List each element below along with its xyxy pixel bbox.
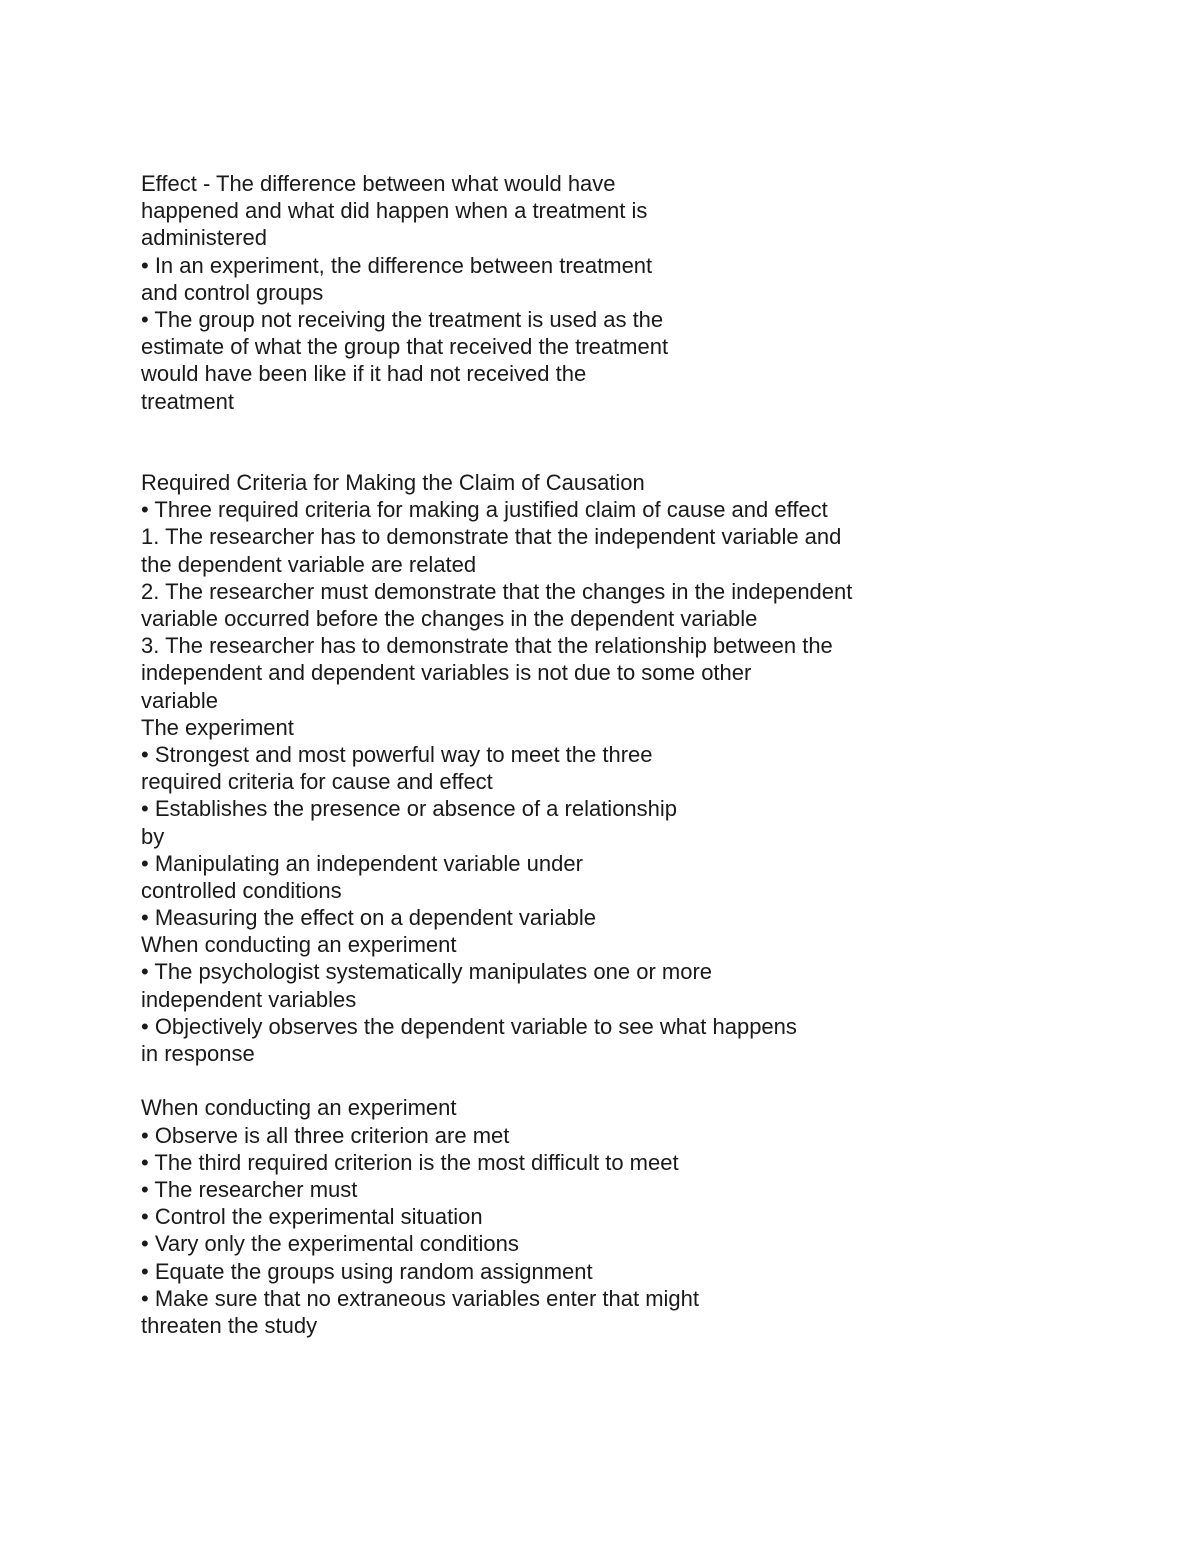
text-line: controlled conditions bbox=[141, 877, 342, 903]
section-heading: Required Criteria for Making the Claim of Causation bbox=[141, 470, 645, 496]
subheading-line: When conducting an experiment bbox=[141, 1095, 457, 1121]
bullet-line: • Control the experimental situation bbox=[141, 1204, 483, 1230]
text-line: threaten the study bbox=[141, 1312, 318, 1338]
text-line: would have been like if it had not received the bbox=[141, 361, 587, 387]
bullet-line: • In an experiment, the difference between treatment bbox=[141, 252, 653, 278]
section-conducting-experiment bbox=[141, 1094, 1141, 1339]
bullet-line: • Vary only the experimental conditions bbox=[141, 1231, 519, 1257]
bullet-line: • The group not receiving the treatment is used as the bbox=[141, 306, 664, 332]
numbered-line: 2. The researcher must demonstrate that the changes in the independent bbox=[141, 578, 853, 604]
bullet-line: • The psychologist systematically manipulates one or more bbox=[141, 959, 713, 985]
spacer bbox=[141, 1067, 1141, 1094]
spacer bbox=[141, 415, 1141, 442]
text-line: Effect - The difference between what would have bbox=[141, 171, 616, 196]
text-line: administered bbox=[141, 225, 267, 251]
numbered-line: 3. The researcher has to demonstrate that the relationship between the bbox=[141, 633, 833, 659]
bullet-line: • Strongest and most powerful way to meet the three bbox=[141, 741, 653, 767]
numbered-line: 1. The researcher has to demonstrate that the independent variable and bbox=[141, 524, 842, 550]
bullet-line: • The third required criterion is the most difficult to meet bbox=[141, 1149, 679, 1175]
subheading-line: The experiment bbox=[141, 714, 294, 740]
text-line: and control groups bbox=[141, 279, 324, 305]
section-causation-criteria bbox=[141, 469, 1141, 1067]
bullet-line: • Manipulating an independent variable under bbox=[141, 850, 583, 876]
subheading-line: When conducting an experiment bbox=[141, 932, 457, 958]
text-line: estimate of what the group that received the treatment bbox=[141, 334, 669, 360]
text-line: variable occurred before the changes in the dependent variable bbox=[141, 606, 758, 631]
bullet-line: • Make sure that no extraneous variables enter that might bbox=[141, 1285, 700, 1311]
document-body bbox=[141, 170, 1141, 1339]
spacer bbox=[141, 442, 1141, 469]
bullet-line: • Measuring the effect on a dependent variable bbox=[141, 905, 596, 931]
text-line: independent variables bbox=[141, 986, 357, 1012]
bullet-line: • The researcher must bbox=[141, 1176, 358, 1202]
bullet-line: • Objectively observes the dependent variable to see what happens bbox=[141, 1013, 797, 1039]
text-line: by bbox=[141, 823, 165, 849]
section-effect-definition bbox=[141, 170, 1141, 415]
bullet-line: • Equate the groups using random assignment bbox=[141, 1258, 593, 1284]
text-line: in response bbox=[141, 1041, 255, 1066]
bullet-line: • Three required criteria for making a justified claim of cause and effect bbox=[141, 497, 828, 523]
text-line: variable bbox=[141, 687, 219, 713]
bullet-line: • Establishes the presence or absence of a relationship bbox=[141, 796, 678, 822]
text-line: independent and dependent variables is not due to some other bbox=[141, 660, 752, 686]
text-line: required criteria for cause and effect bbox=[141, 769, 493, 795]
text-line: treatment bbox=[141, 388, 234, 414]
text-line: the dependent variable are related bbox=[141, 551, 477, 577]
text-line: happened and what did happen when a treatment is bbox=[141, 198, 648, 224]
bullet-line: • Observe is all three criterion are met bbox=[141, 1122, 510, 1148]
